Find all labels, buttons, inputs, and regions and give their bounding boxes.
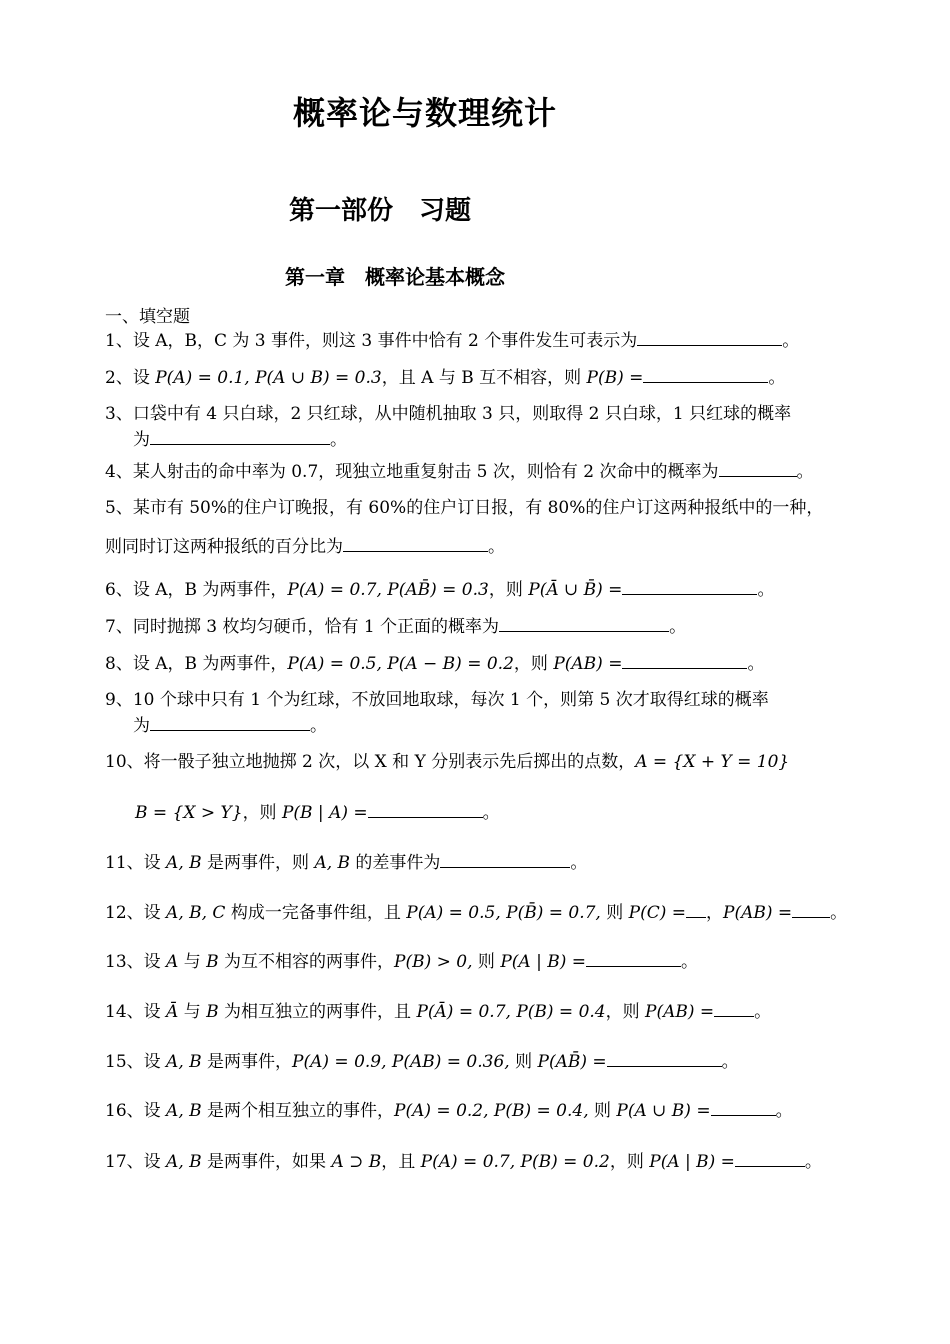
answer-blank[interactable]: [643, 366, 768, 383]
answer-blank[interactable]: [714, 1000, 754, 1017]
part-heading: 第一部份 习题: [288, 196, 471, 226]
question-14: 14、设 Ā 与 B 为相互独立的两事件，且 P(Ā) = 0.7, P(B) = 0.4，则 P(AB) = 。: [105, 1002, 772, 1022]
answer-blank[interactable]: [711, 1099, 776, 1116]
section-heading: 一、填空题: [105, 307, 190, 327]
answer-blank[interactable]: [499, 615, 669, 632]
chapter-heading: 第一章 概率论基本概念: [285, 265, 505, 289]
document-title: 概率论与数理统计: [292, 94, 557, 132]
question-11: 11、设 A, B 是两事件，则 A, B 的差事件为 。: [105, 853, 588, 873]
question-15: 15、设 A, B 是两事件，P(A) = 0.9, P(AB) = 0.36, 则 P(AB̄) = 。: [105, 1052, 739, 1072]
answer-blank[interactable]: [440, 851, 570, 868]
question-12: 12、设 A, B, C 构成一完备事件组，且 P(A) = 0.5, P(B̄) = 0.7, 则 P(C) = ，P(AB) = 。: [105, 903, 848, 923]
question-8: 8、设 A，B 为两事件，P(A) = 0.5, P(A − B) = 0.2，则 P(AB) = 。: [105, 654, 765, 674]
question-7: 7、同时抛掷 3 枚均匀硬币，恰有 1 个正面的概率为 。: [105, 617, 687, 637]
answer-blank[interactable]: [719, 460, 797, 477]
question-5-cont: 则同时订这两种报纸的百分比为 。: [105, 537, 505, 557]
question-9: 9、10 个球中只有 1 个为红球，不放回地取球，每次 1 个，则第 5 次才取得红球的概率: [105, 690, 769, 710]
question-3-cont: 为 。: [133, 430, 347, 450]
question-4: 4、某人射击的命中率为 0.7，现独立地重复射击 5 次，则恰有 2 次命中的概率为 。: [105, 462, 814, 482]
question-5: 5、某市有 50%的住户订晚报，有 60%的住户订日报，有 80%的住户订这两种报纸中的一种，: [105, 498, 824, 518]
answer-blank[interactable]: [343, 535, 488, 552]
answer-blank[interactable]: [586, 950, 681, 967]
answer-blank[interactable]: [150, 428, 330, 445]
question-1: 1、设 A，B，C 为 3 事件，则这 3 事件中恰有 2 个事件发生可表示为 。: [105, 331, 800, 351]
answer-blank[interactable]: [622, 652, 747, 669]
answer-blank[interactable]: [368, 801, 483, 818]
question-10: 10、将一骰子独立地抛掷 2 次，以 X 和 Y 分别表示先后掷出的点数，A = {X + Y = 10}: [105, 752, 790, 772]
question-17: 17、设 A, B 是两事件，如果 A ⊃ B，且 P(A) = 0.7, P(B) = 0.2，则 P(A | B) = 。: [105, 1152, 822, 1172]
question-9-cont: 为 。: [133, 716, 327, 736]
answer-blank[interactable]: [686, 901, 706, 918]
question-16: 16、设 A, B 是两个相互独立的事件，P(A) = 0.2, P(B) = 0.4, 则 P(A ∪ B) = 。: [105, 1101, 793, 1121]
answer-blank[interactable]: [622, 578, 757, 595]
question-3: 3、口袋中有 4 只白球，2 只红球，从中随机抽取 3 只，则取得 2 只白球，1 只红球的概率: [105, 404, 792, 424]
answer-blank[interactable]: [150, 714, 310, 731]
question-10-cont: B = {X > Y}，则 P(B | A) = 。: [135, 803, 500, 823]
answer-blank[interactable]: [637, 329, 782, 346]
answer-blank[interactable]: [735, 1150, 805, 1167]
question-2: 2、设 P(A) = 0.1, P(A ∪ B) = 0.3，且 A 与 B 互不相容，则 P(B) = 。: [105, 368, 786, 388]
answer-blank[interactable]: [792, 901, 830, 918]
question-6: 6、设 A，B 为两事件，P(A) = 0.7, P(AB̄) = 0.3，则 P(Ā ∪ B̄) = 。: [105, 580, 775, 600]
question-13: 13、设 A 与 B 为互不相容的两事件，P(B) > 0, 则 P(A | B) = 。: [105, 952, 698, 972]
answer-blank[interactable]: [607, 1050, 722, 1067]
